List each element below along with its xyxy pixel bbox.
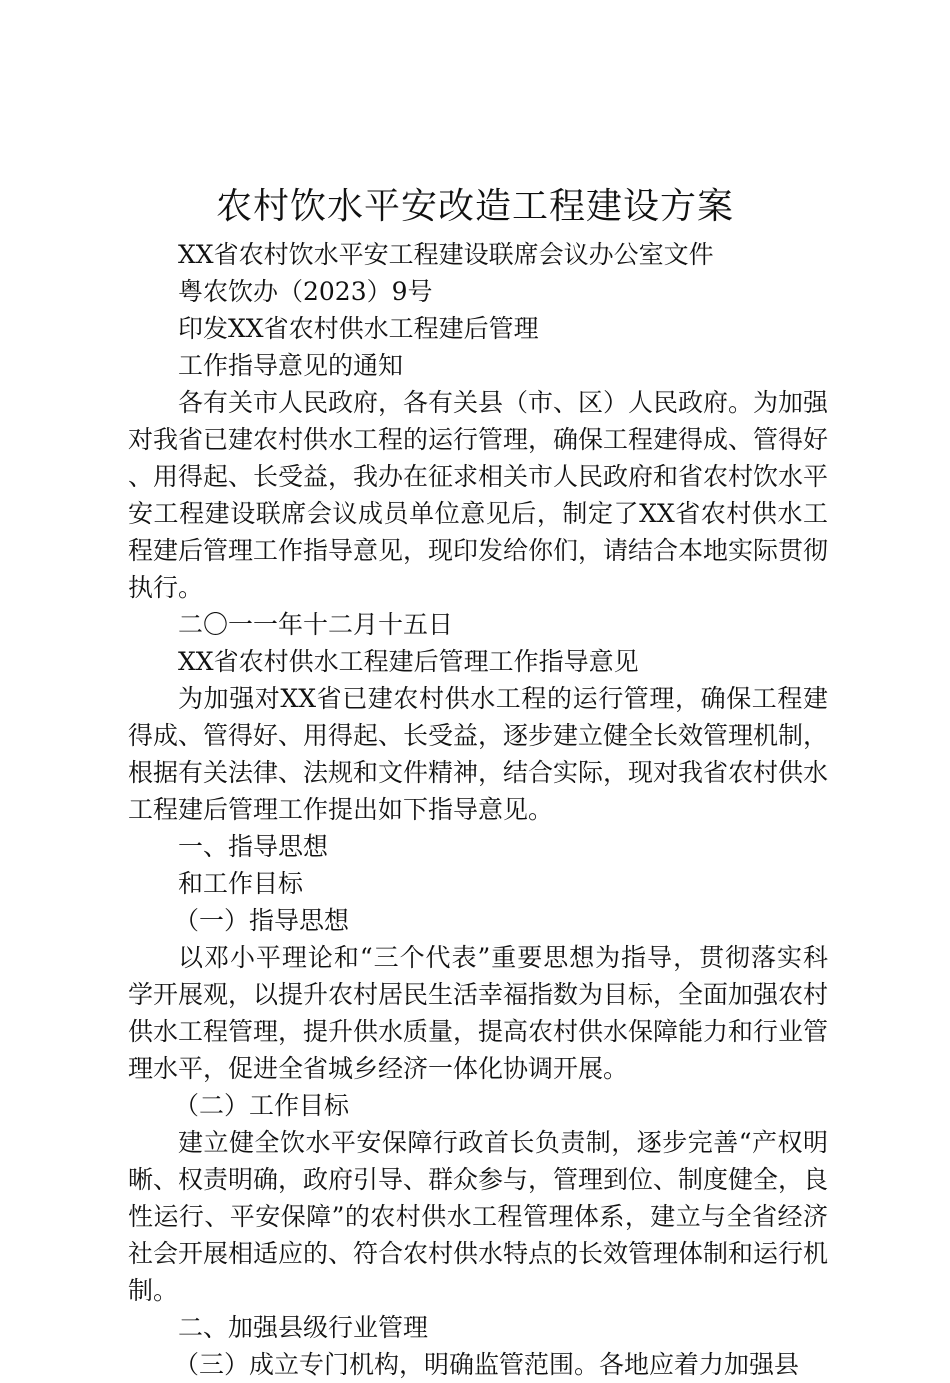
header-line: XX省农村饮水平安工程建设联席会议办公室文件 [178,240,714,269]
notice-title-line-1: 印发XX省农村供水工程建后管理 [178,314,539,343]
document-body [128,236,828,1383]
section-1-heading-line-2: 和工作目标 [178,869,304,898]
opinion-intro-paragraph: 为加强对XX省已建农村供水工程的运行管理，确保工程建得成、管得好、用得起、长受益，逐步建立健全长效管理机制，根据有关法律、法规和文件精神，结合实际，现对我省农村供水工程建后管理工作提出如下指导意见。 [128,684,829,824]
notice-title-line-2: 工作指导意见的通知 [178,351,404,380]
issue-date: 二〇一一年十二月十五日 [178,610,454,639]
opinion-title: XX省农村供水工程建后管理工作指导意见 [178,647,639,676]
notice-body-paragraph: 各有关市人民政府，各有关县（市、区）人民政府。为加强对我省已建农村供水工程的运行管理，确保工程建得成、管得好、用得起、长受益，我办在征求相关市人民政府和省农村饮水平安工程建设联席会议成员单位意见后，制定了XX省农村供水工程建后管理工作指导意见，现印发给你们，请结合本地实际贯彻执行。 [128,388,829,602]
subsection-2-paragraph: 建立健全饮水平安保障行政首长负责制，逐步完善“产权明晰、权责明确，政府引导、群众参与，管理到位、制度健全，良性运行、平安保障”的农村供水工程管理体系，建立与全省经济社会开展相适应的、符合农村供水特点的长效管理体制和运行机制。 [128,1128,829,1305]
section-2-heading: 二、加强县级行业管理 [178,1313,429,1342]
subsection-2-heading: （二）工作目标 [174,1091,350,1120]
section-1-heading-line-1: 一、指导思想 [178,832,329,861]
subsection-1-paragraph: 以邓小平理论和“三个代表”重要思想为指导，贯彻落实科学开展观，以提升农村居民生活幸福指数为目标，全面加强农村供水工程管理，提升供水质量，提高农村供水保障能力和行业管理水平，促进全省城乡经济一体化协调开展。 [128,943,829,1083]
document-number: 粤农饮办（2023）9号 [178,277,433,306]
subsection-3-paragraph: （三）成立专门机构，明确监管范围。各地应着力加强县 [174,1350,800,1379]
subsection-1-heading: （一）指导思想 [174,906,350,935]
document-title: 农村饮水平安改造工程建设方案 [215,186,734,227]
